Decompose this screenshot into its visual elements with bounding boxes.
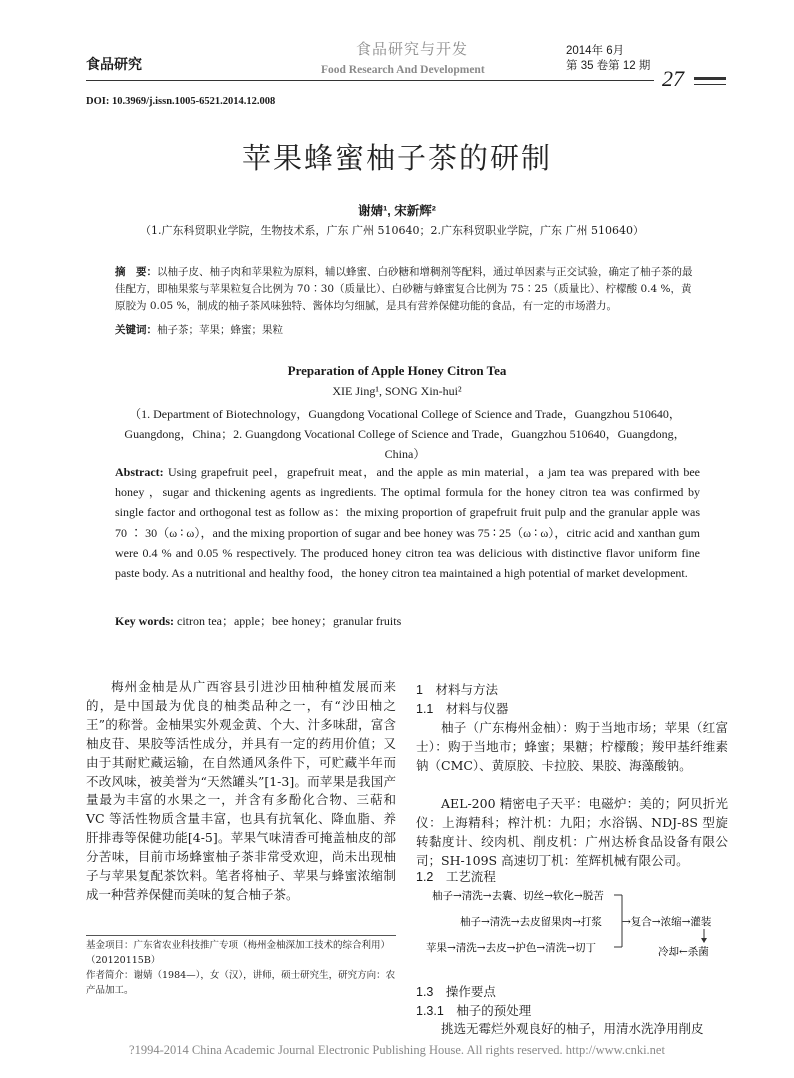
flow-arrowhead [701,938,707,943]
section-heading-1-2: 1.2 工艺流程 [416,870,496,884]
footnote-rule [86,935,396,936]
flow-line-1: 柚子→清洗→去囊、切丝→软化→脱苦 [432,890,604,902]
process-flow-diagram [414,885,734,967]
header-rule [86,80,654,81]
authors: 谢婧¹, 宋新辉² [358,204,436,218]
header-rule-thin [694,84,726,85]
english-authors: XIE Jing¹, SONG Xin-hui² [332,384,462,398]
abstract-cn-text: 以柚子皮、柚子肉和苹果粒为原料，辅以蜂蜜、白砂糖和增稠剂等配料，通过单因素与正交试验，确定了柚子茶的最佳配方，即柚果浆与苹果粒复合比例为 70∶30（质量比）、白砂糖与蜂蜜复合比例为 75∶25（质量比）、柠檬酸 0.4 %，黄原胶为 0.05 %，制成的柚子茶风味独特、酱体均匀细腻，是具有营养保健功能的食品，有一定的市场潜力。 [115,266,693,312]
journal-title-en: Food Research And Development [321,64,485,76]
pretreatment-paragraph: 挑选无霉烂外观良好的柚子，用清水洗净用削皮 [441,1021,704,1036]
section-heading-1: 1 材料与方法 [416,683,498,697]
copyright-footer: ?1994-2014 China Academic Journal Electronic Publishing House. All rights reserved. http://www.cnki.net [129,1043,665,1057]
english-abstract-label: Abstract: [115,465,164,479]
footnote-author-bio: 作者简介：谢婧（1984—），女（汉），讲师，硕士研究生，研究方向：农产品加工。 [86,970,396,996]
doi: DOI: 10.3969/j.issn.1005-6521.2014.12.008 [86,96,276,107]
intro-paragraph: 梅州金柚是从广西容县引进沙田柚种植发展而来的，是中国最为优良的柚类品种之一，有“沙田柚之王”的称誉。金柚果实外观金黄、个大、汁多味甜，富含柚皮苷、果胶等活性成分，并具有一定的药用价值；又由于其耐贮藏运输，在自然通风条件下，可贮藏半年而不改风味，被美誉为“天然罐头”[1-3]。而苹果是我国产量最为丰富的水果之一，并含有多酚化合物、三萜和 VC 等活性物质含量丰富，也具有抗氧化、降血脂、养肝排毒等保健功能[4-5]。苹果气味清香可掩盖柚皮的部分苦味，目前市场蜂蜜柚子茶非常受欢迎，尚未出现柚子与苹果复配茶饮料。笔者将柚子、苹果与蜂蜜浓缩制成一种营养保健而美味的复合柚子茶。 [86,679,396,902]
english-abstract-text: Using grapefruit peel，grapefruit meat，and the apple as min material，a jam tea was prepared with bee honey ，sugar and thickening agents as ingredients. The optimal formula for the honey citron tea was confirmed by single factor and orthogonal test as follow as：the mixing proportion of grapefruit fruit pulp and the granular apple was 70 ∶ 30（ω ∶ ω），and the mixing proportion of sugar and bee honey was 75 ∶ 25（ω ∶ ω），citric acid and xanthan gum were 0.4 % and 0.05 % respectively. The produced honey citron tea was delicious with distinctive flavor uniform fine paste body. As a nutritional and healthy food，the honey citron tea maintained a high potential of market development. [115,465,700,581]
issue-date: 2014年 6月 [566,45,625,57]
footnote [86,938,396,998]
flow-end: 冷却←杀菌 [658,946,709,958]
page-number: 27 [662,66,684,91]
english-keywords-label: Key words: [115,614,174,628]
flow-line-3: 苹果→清洗→去皮→护色→清洗→切丁 [426,942,596,954]
english-title: Preparation of Apple Honey Citron Tea [287,363,507,378]
section-heading-1-1: 1.1 材料与仪器 [416,702,509,716]
section-heading-1-3: 1.3 操作要点 [416,985,496,999]
materials-paragraph: 柚子（广东梅州金柚）：购于当地市场；苹果（红富士）：购于当地市；蜂蜜；果糖；柠檬酸；羧甲基纤维素钠（CMC）、黄原胶、卡拉胶、果胶、海藻酸钠。 [416,720,728,773]
journal-title-cn: 食品研究与开发 [356,42,469,58]
keywords-cn [115,322,700,339]
english-affiliation: （1. Department of Biotechnology，Guangdong Vocational College of Science and Trade，Guangzhou 510640，Guangdong，China；2. Guangdong Vocational College of Science and Trade，Guangzhou 510640，Guangdong，China） [124,407,686,461]
footnote-fund: 基金项目：广东省农业科技推广专项（梅州金柚深加工技术的综合利用）（20120115B） [86,940,391,966]
keywords-cn-text: 柚子茶；苹果；蜂蜜；果粒 [157,324,283,336]
abstract-cn [115,264,700,315]
instruments-paragraph: AEL-200 精密电子天平：电磁炉：美的；阿贝折光仪：上海精科；榨汁机：九阳；水浴锅、NDJ-8S 型旋转黏度计、绞肉机、削皮机：广州达桥食品设备有限公司；SH-109S 高速切丁机：笙辉机械有限公司。 [416,796,728,868]
journal-short-name: 食品研究 [86,56,142,72]
section-heading-1-3-1: 1.3.1 柚子的预处理 [416,1004,532,1018]
issue-volume: 第 35 卷第 12 期 [566,60,651,72]
affiliation: （1.广东科贸职业学院，生物技术系，广东 广州 510640；2.广东科贸职业学院，广东 广州 510640） [140,224,644,237]
flow-line-2: 柚子→清洗→去皮留果肉→打浆 [460,916,602,928]
header-rule-thick [694,77,726,80]
issue-info [566,44,650,74]
flow-mid: →复合→浓缩→灌装 [622,916,712,928]
paper-title: 苹果蜂蜜柚子茶的研制 [241,141,552,175]
english-keywords [115,612,401,629]
english-keywords-text: citron tea；apple；bee honey；granular fruits [177,614,402,628]
keywords-cn-label: 关键词： [115,324,157,336]
english-abstract [115,462,700,583]
abstract-cn-label: 摘 要： [115,266,157,278]
